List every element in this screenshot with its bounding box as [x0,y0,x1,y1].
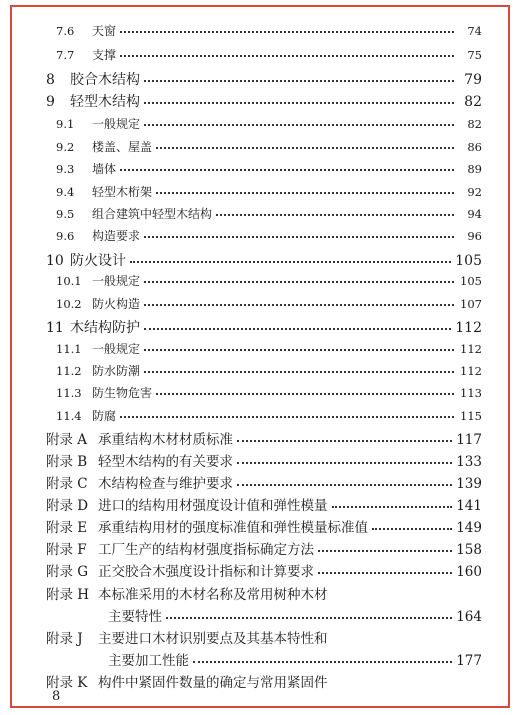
toc-entry-number: 附录 D [46,498,89,514]
toc-entry-title: 正交胶合木强度设计指标和计算要求 [98,564,314,580]
toc-entry-number: 9.1 [56,116,75,131]
toc-entry[interactable] [12,294,508,312]
toc-entry-title: 主要加工性能 [108,653,189,669]
toc-entry-number: 11.2 [56,363,82,378]
footer-page-number: 8 [52,689,61,704]
dot-leader [237,427,452,443]
toc-entry-number: 附录 E [46,520,88,536]
dot-leader [120,404,454,418]
toc-entry[interactable] [12,383,508,401]
toc-entry-page: 133 [456,454,482,470]
toc-entry-title: 一般规定 [92,116,141,131]
toc-entry-page: 92 [467,184,482,199]
toc-entry-number: 11.4 [56,408,82,423]
toc-entry-number: 9 [46,94,55,110]
toc-entry-number: 9.3 [56,161,75,176]
toc-entry-page: 79 [464,72,482,88]
toc-entry-page: 149 [456,520,482,536]
toc-entry-page: 177 [456,653,482,669]
toc-entry-page: 105 [460,273,482,288]
toc-entry-title: 构件中紧固件数量的确定与常用紧固件 [98,675,328,691]
dot-leader [130,247,451,263]
toc-entry[interactable] [12,90,508,111]
toc-entry-page: 74 [467,23,482,38]
toc-entry-title: 主要特性 [108,609,162,625]
dot-leader [216,202,454,216]
toc-entry-title: 木结构防护 [70,320,140,336]
dot-leader [237,471,452,487]
toc-entry[interactable] [12,45,508,63]
toc-entry-title: 一般规定 [92,341,141,356]
toc-entry[interactable] [12,249,508,270]
dot-leader [193,648,452,664]
toc-entry[interactable] [12,226,508,244]
toc-entry[interactable] [12,627,508,647]
toc-entry-title: 墙体 [92,161,117,176]
toc-entry[interactable] [12,204,508,222]
toc-entry[interactable] [12,406,508,424]
dot-leader [372,515,452,531]
toc-entry-title: 承重结构木材材质标准 [98,432,233,448]
toc-entry-number: 附录 G [46,564,89,580]
toc-entry[interactable] [12,271,508,289]
toc-entry-number: 附录 H [46,587,90,603]
toc-entry[interactable] [12,361,508,379]
toc-entry-page: 117 [456,432,482,448]
toc-entry[interactable] [12,516,508,536]
toc-entry[interactable] [12,428,508,448]
toc-entry[interactable] [12,671,508,691]
toc-entry-page: 160 [456,564,482,580]
toc-entry-title: 一般规定 [92,273,141,288]
toc-entry[interactable] [12,68,508,89]
toc-entry-title: 防水防潮 [92,363,141,378]
toc-entry-title: 木结构检查与维护要求 [98,476,233,492]
dot-leader [156,135,454,149]
toc-entry-number: 附录 F [46,542,87,558]
toc-entry-title: 构造要求 [92,228,141,243]
toc-entry-number: 附录 A [46,432,88,448]
dot-leader [318,537,452,553]
toc-entry-title: 防火构造 [92,296,141,311]
toc-entry[interactable] [12,21,508,39]
dot-leader [120,43,454,57]
toc-entry[interactable] [12,583,508,603]
dot-leader [144,359,454,373]
toc-entry-number: 7.6 [56,23,75,38]
toc-entry-page: 139 [456,476,482,492]
toc-entry[interactable] [12,316,508,337]
toc-entry[interactable] [12,560,508,580]
toc-entry-page: 105 [455,253,482,269]
toc-entry-page: 82 [467,116,482,131]
toc-entry-page: 94 [467,206,482,221]
toc-entry[interactable] [12,649,508,669]
toc-entry-title: 防生物危害 [92,385,153,400]
dot-leader [166,604,452,620]
toc-entry-number: 附录 K [46,675,88,691]
dot-leader [156,381,454,395]
toc-entry-page: 112 [460,341,482,356]
toc-entry-title: 楼盖、屋盖 [92,139,153,154]
toc-entry-number: 附录 J [46,631,83,647]
dot-leader [144,314,451,330]
toc-entry-title: 轻型木桁架 [92,184,153,199]
toc-entry[interactable] [12,538,508,558]
toc-entry[interactable] [12,450,508,470]
toc-entry[interactable] [12,159,508,177]
toc-entry-title: 支撑 [92,47,117,62]
toc-entry-number: 10 [46,253,64,269]
toc-entry-page: 89 [467,161,482,176]
dot-leader [144,269,454,283]
dot-leader [156,180,454,194]
toc-entry-page: 112 [460,363,482,378]
dot-leader [318,559,452,575]
toc-entry-page: 82 [464,94,482,110]
toc-entry-page: 107 [460,296,482,311]
toc-entry[interactable] [12,339,508,357]
toc-entry-number: 附录 C [46,476,88,492]
toc-entry-page: 158 [456,542,482,558]
toc-entry-number: 11 [46,320,64,336]
toc-entry-number: 10.1 [56,273,82,288]
toc-entry-number: 9.4 [56,184,75,199]
dot-leader [144,112,454,126]
toc-entry[interactable] [12,472,508,492]
toc-entry-number: 10.2 [56,296,82,311]
toc-entry-number: 9.2 [56,139,75,154]
dot-leader [120,157,454,171]
toc-entry-number: 11.3 [56,385,82,400]
toc-entry-number: 7.7 [56,47,75,62]
toc-entry-title: 进口的结构用材强度设计值和弹性模量 [98,498,328,514]
toc-entry[interactable] [12,605,508,625]
toc-entry-page: 96 [467,228,482,243]
dot-leader [120,19,454,33]
toc-entry-page: 113 [460,385,482,400]
dot-leader [144,292,454,306]
toc-entry-title: 防火设计 [70,253,126,269]
toc-entry-title: 工厂生产的结构材强度指标确定方法 [98,542,314,558]
toc-entry-number: 8 [46,72,55,88]
toc-entry-title: 组合建筑中轻型木结构 [92,206,213,221]
dot-leader [237,449,452,465]
document-page [10,5,510,708]
toc-entry-title: 天窗 [92,23,117,38]
toc-entry-title: 承重结构用材的强度标准值和弹性模量标准值 [98,520,368,536]
dot-leader [144,337,454,351]
dot-leader [144,224,454,238]
toc-entry-page: 141 [456,498,482,514]
toc-entry[interactable] [12,137,508,155]
toc-entry-page: 115 [460,408,482,423]
toc-entry-title: 主要进口木材识别要点及其基本特性和 [98,631,328,647]
toc-entry-page: 112 [455,320,482,336]
toc-entry-number: 11.1 [56,341,82,356]
toc-entry-title: 轻型木结构 [70,94,140,110]
toc-entry-title: 本标准采用的木材名称及常用树种木材 [98,587,328,603]
dot-leader [144,66,454,82]
toc-entry[interactable] [12,494,508,514]
toc-entry-page: 86 [467,139,482,154]
toc-entry[interactable] [12,182,508,200]
dot-leader [332,493,453,509]
toc-entry[interactable] [12,114,508,132]
toc-entry-title: 轻型木结构的有关要求 [98,454,233,470]
toc-entry-title: 防腐 [92,408,117,423]
toc-entry-title: 胶合木结构 [70,72,140,88]
toc-entry-page: 75 [467,47,482,62]
toc-entry-number: 9.5 [56,206,75,221]
toc-entry-number: 附录 B [46,454,88,470]
toc-entry-page: 164 [456,609,482,625]
dot-leader [144,88,454,104]
toc-entry-number: 9.6 [56,228,75,243]
